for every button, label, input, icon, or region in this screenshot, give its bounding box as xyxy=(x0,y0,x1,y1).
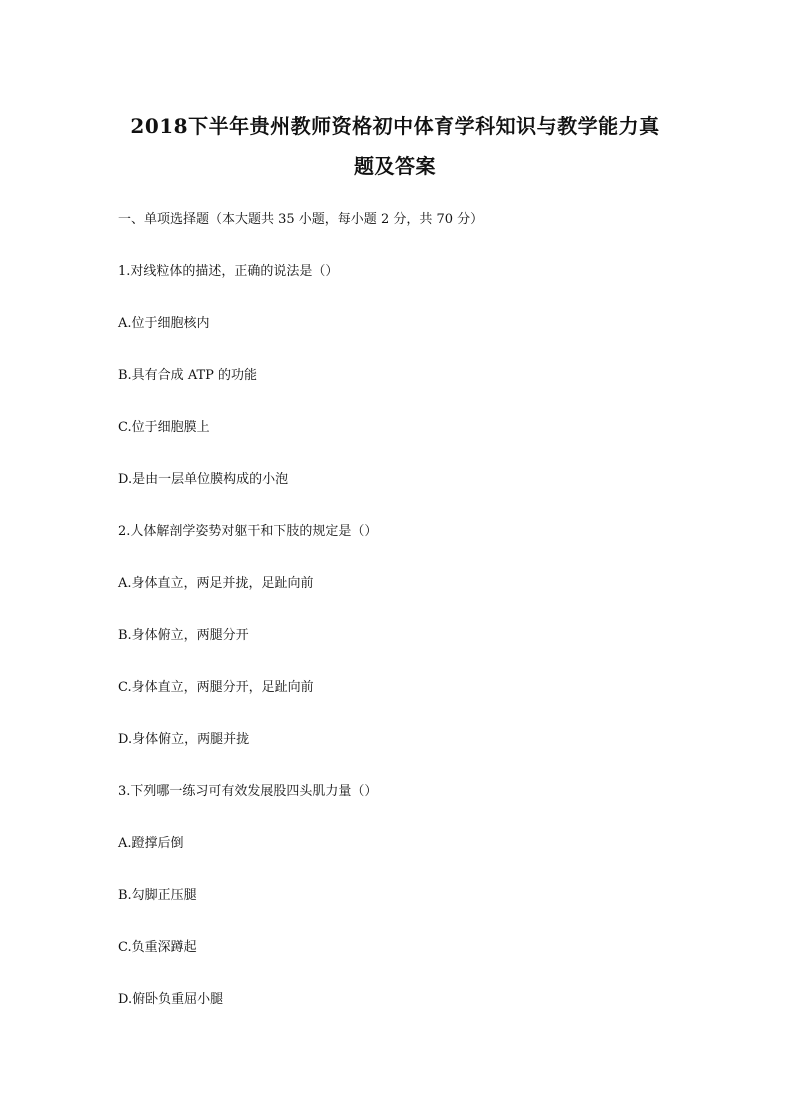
section-heading: 一、单项选择题（本大题共 35 小题，每小题 2 分，共 70 分） xyxy=(118,212,484,227)
question-2-option-b: B.身体俯立，两腿分开 xyxy=(118,628,249,643)
question-3-option-d: D.俯卧负重屈小腿 xyxy=(118,992,224,1007)
question-2-option-a: A.身体直立，两足并拢，足趾向前 xyxy=(118,576,314,591)
question-3-option-a: A.蹬撑后倒 xyxy=(118,836,184,851)
question-1-stem: 1.对线粒体的描述，正确的说法是（） xyxy=(118,264,339,279)
question-3-option-c: C.负重深蹲起 xyxy=(118,940,197,955)
question-3-stem: 3.下列哪一练习可有效发展股四头肌力量（） xyxy=(118,784,378,799)
question-2-stem: 2.人体解剖学姿势对躯干和下肢的规定是（） xyxy=(118,524,378,539)
question-1-option-a: A.位于细胞核内 xyxy=(118,316,210,331)
question-1-option-d: D.是由一层单位膜构成的小泡 xyxy=(118,472,289,487)
question-1-option-b: B.具有合成 ATP 的功能 xyxy=(118,368,258,383)
question-2-option-c: C.身体直立，两腿分开，足趾向前 xyxy=(118,680,314,695)
question-3-option-b: B.勾脚正压腿 xyxy=(118,888,197,903)
question-1-option-c: C.位于细胞膜上 xyxy=(118,420,210,435)
question-2-option-d: D.身体俯立，两腿并拢 xyxy=(118,732,250,747)
document-title-line-1: 2018下半年贵州教师资格初中体育学科知识与教学能力真 xyxy=(130,114,660,138)
document-title-line-2: 题及答案 xyxy=(354,154,436,178)
